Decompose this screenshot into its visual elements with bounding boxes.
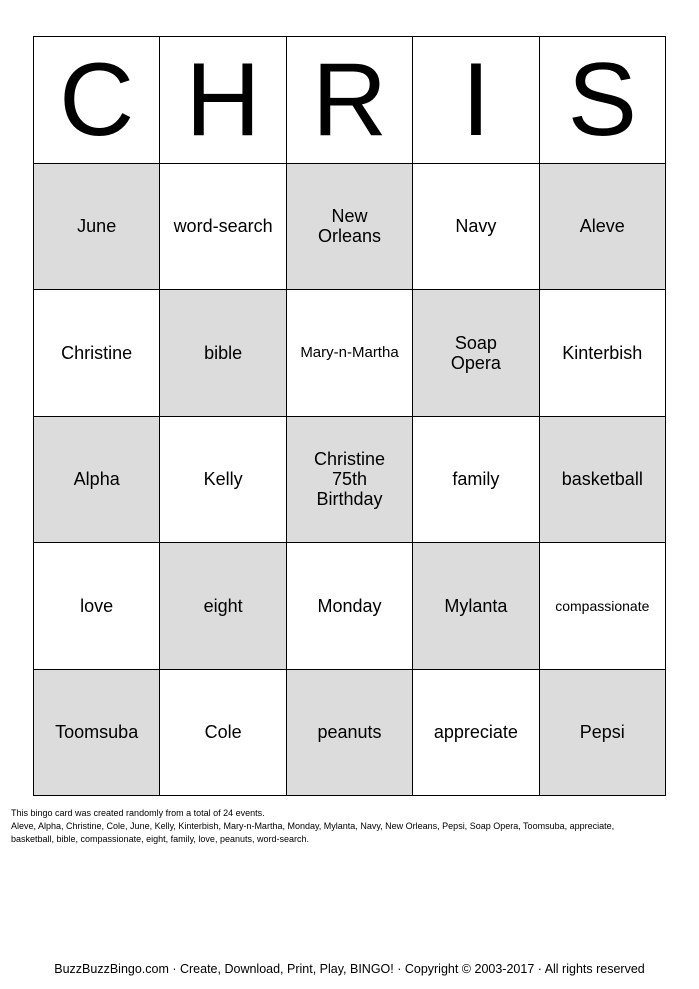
bingo-cell: basketball bbox=[540, 417, 666, 544]
bingo-cell: Navy bbox=[413, 164, 539, 291]
bingo-cell: Soap Opera bbox=[413, 290, 539, 417]
bingo-cell: family bbox=[413, 417, 539, 544]
bingo-cell: Mary-n-Martha bbox=[287, 290, 413, 417]
bingo-cell: Toomsuba bbox=[34, 670, 160, 797]
bingo-cell: Aleve bbox=[540, 164, 666, 291]
bingo-cell: Alpha bbox=[34, 417, 160, 544]
note-line-total: This bingo card was created randomly from a total of 24 events. bbox=[11, 808, 265, 818]
bingo-cell: peanuts bbox=[287, 670, 413, 797]
header-letter-s: S bbox=[540, 37, 666, 164]
bingo-cell: love bbox=[34, 543, 160, 670]
bingo-cell: Monday bbox=[287, 543, 413, 670]
bingo-cell: Christine 75th Birthday bbox=[287, 417, 413, 544]
bingo-cell: Mylanta bbox=[413, 543, 539, 670]
header-letter-h: H bbox=[160, 37, 286, 164]
bingo-cell: word-search bbox=[160, 164, 286, 291]
note-line-events: Aleve, Alpha, Christine, Cole, June, Kelly, Kinterbish, Mary-n-Martha, Monday, Mylanta, Navy, New Orleans, Pepsi, Soap Opera, Toomsuba, appreciate, bbox=[11, 821, 615, 831]
bingo-card bbox=[33, 36, 666, 796]
header-letter-i: I bbox=[413, 37, 539, 164]
bingo-cell: June bbox=[34, 164, 160, 291]
bingo-cell: compassionate bbox=[540, 543, 666, 670]
footer-copyright: BuzzBuzzBingo.com · Create, Download, Print, Play, BINGO! · Copyright © 2003-2017 · All rights reserved bbox=[54, 962, 645, 976]
bingo-cell: bible bbox=[160, 290, 286, 417]
header-letter-r: R bbox=[287, 37, 413, 164]
bingo-cell: Kelly bbox=[160, 417, 286, 544]
bingo-cell: Kinterbish bbox=[540, 290, 666, 417]
bingo-cell: eight bbox=[160, 543, 286, 670]
card-info-note bbox=[11, 807, 691, 846]
bingo-cell: Pepsi bbox=[540, 670, 666, 797]
bingo-cell: New Orleans bbox=[287, 164, 413, 291]
header-letter-c: C bbox=[34, 37, 160, 164]
bingo-cell: appreciate bbox=[413, 670, 539, 797]
bingo-cell: Christine bbox=[34, 290, 160, 417]
bingo-cell: Cole bbox=[160, 670, 286, 797]
note-line-events-continued: basketball, bible, compassionate, eight, family, love, peanuts, word-search. bbox=[11, 834, 309, 844]
